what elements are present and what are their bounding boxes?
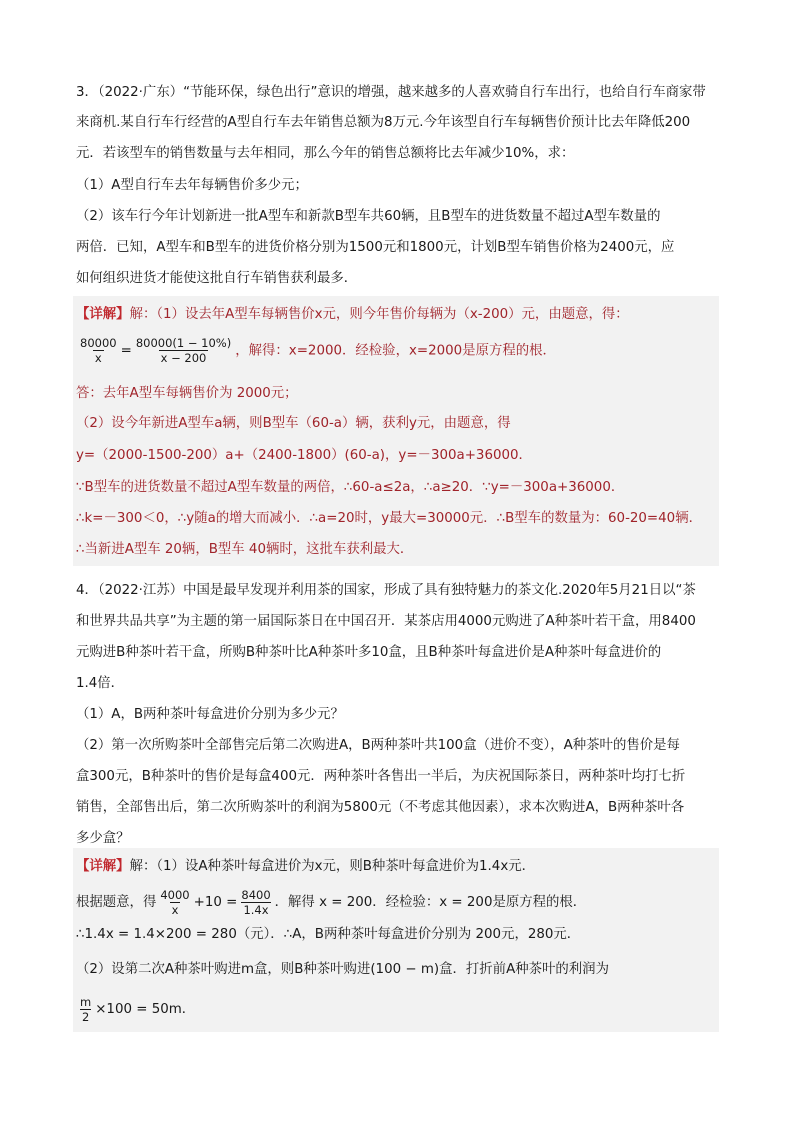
answer-3-line-8: ∴当新进A型车 20辆，B型车 40辆时，这批车获利最大．: [76, 542, 414, 557]
answer-3-line-7: ∴k=－300＜0，∴y随a的增大而减小．∴a=20时，y最大=30000元．∴B型车的数量为：60-20=40辆．: [76, 511, 702, 526]
answer-4-line-4: （2）设第二次A种茶叶购进m盒，则B种茶叶购进(100 − m)盒．打折前A种茶叶的利润为: [76, 962, 609, 977]
answer-3-text-1: 解：（1）设去年A型车每辆售价x元，则今年售价每辆为（x-200）元，由题意，得：: [129, 307, 629, 322]
q4-line-4: 1.4倍．: [76, 676, 125, 691]
answer-4-line-5: [76, 992, 195, 1028]
q4-line-2: 和世界共品共享”为主题的第一届国际茶日在中国召开．某茶店用4000元购进了A种茶叶若干盒，用8400: [76, 614, 696, 629]
answer-4-fraction-2: $\frac{8400}{1.4x}$: [241, 887, 271, 917]
q3-line-3: 元．若该型车的销售数量与去年相同，那么今年的销售总额将比去年减少10%，求：: [76, 146, 575, 161]
answer-4-line-3: ∴1.4x = 1.4×200 = 280（元）．∴A，B两种茶叶每盒进价分别为 200元，280元．: [76, 927, 581, 942]
q3-line-2: 来商机.某自行车行经营的A型自行车去年销售总额为8万元.今年该型自行车每辆售价预计比去年降低200: [76, 115, 691, 130]
answer-3-line-2: [76, 336, 556, 367]
q4-part-1: （1）A，B两种茶叶每盒进价分别为多少元？: [76, 707, 344, 722]
answer-4-text-5: ×100 = 50m．: [95, 1002, 196, 1017]
q4-line-1: 4．（2022·江苏）中国是最早发现并利用茶的国家，形成了具有独特魅力的茶文化.2020年5月21日以“茶: [76, 583, 696, 598]
answer-4-fraction-3: $\frac{m}{2}$: [80, 994, 92, 1024]
q4-part-2b: 盒300元，B种茶叶的售价是每盒400元．两种茶叶各售出一半后，为庆祝国际茶日，两种茶叶均打七折: [76, 769, 686, 784]
answer-3-line-5: y=（2000-1500-200）a+（2400-1800）(60-a)，y=－300a+36000．: [76, 448, 532, 463]
answer-4-text-2a: 根据题意，得: [76, 895, 157, 910]
answer-4-line-1: [76, 858, 535, 876]
answer-3-fraction-2: $\frac{80000(1 - 10\%)}{x - 200}$: [135, 336, 232, 365]
answer-3-line-4: （2）设今年新进A型车a辆，则B型车（60-a）辆，获利y元，由题意，得: [76, 416, 511, 431]
q4-part-2d: 多少盒？: [76, 831, 130, 846]
q3-part-2a: （2）该车行今年计划新进一批A型车和新款B型车共60辆，且B型车的进货数量不超过A型车数量的: [76, 209, 661, 224]
q3-line-1: 3．（2022·广东）“节能环保，绿色出行”意识的增强，越来越多的人喜欢骑自行车出行，也给自行车商家带: [76, 85, 706, 100]
answer-4-fraction-1: $\frac{4000}{x}$: [160, 887, 190, 917]
answer-4-text-2b: ．解得 x = 200．经检验：x = 200是原方程的根．: [274, 895, 587, 910]
answer-3-line-3: 答：去年A型车每辆售价为 2000元；: [76, 386, 298, 401]
q4-part-2c: 销售，全部售出后，第二次所购茶叶的利润为5800元（不考虑其他因素），求本次购进A，B两种茶叶各: [76, 800, 685, 815]
answer-4-plus-ten: +10 =: [193, 895, 238, 910]
q4-line-3: 元购进B种茶叶若干盒，所购B种茶叶比A种茶叶多10盒，且B种茶叶每盒进价是A种茶叶每盒进价的: [76, 645, 662, 660]
answer-4-tag: 【详解】: [76, 859, 130, 874]
q4-part-2a: （2）第一次所购茶叶全部售完后第二次购进A，B两种茶叶共100盒（进价不变），A种茶叶的售价是每: [76, 738, 680, 753]
answer-3-line-6: ∵B型车的进货数量不超过A型车数量的两倍，∴60-a≤2a，∴a≥20．∵y=－300a+36000．: [76, 480, 625, 495]
q3-part-2c: 如何组织进货才能使这批自行车销售获利最多．: [76, 271, 358, 286]
answer-3-line-1: [76, 306, 629, 324]
answer-4-text-1: 解：（1）设A种茶叶每盒进价为x元，则B种茶叶每盒进价为1.4x元．: [129, 859, 536, 874]
answer-3-equals: =: [120, 343, 132, 359]
answer-4-line-2: [76, 882, 586, 924]
q3-part-2b: 两倍．已知，A型车和B型车的进货价格分别为1500元和1800元，计划B型车销售价格为2400元，应: [76, 240, 675, 255]
q3-part-1: （1）A型自行车去年每辆售价多少元；: [76, 178, 308, 193]
answer-3-text-2: ，解得：x=2000．经检验，x=2000是原方程的根．: [235, 343, 556, 359]
answer-3-fraction-1: $\frac{80000}{x}$: [80, 336, 117, 365]
answer-3-tag: 【详解】: [76, 307, 130, 322]
